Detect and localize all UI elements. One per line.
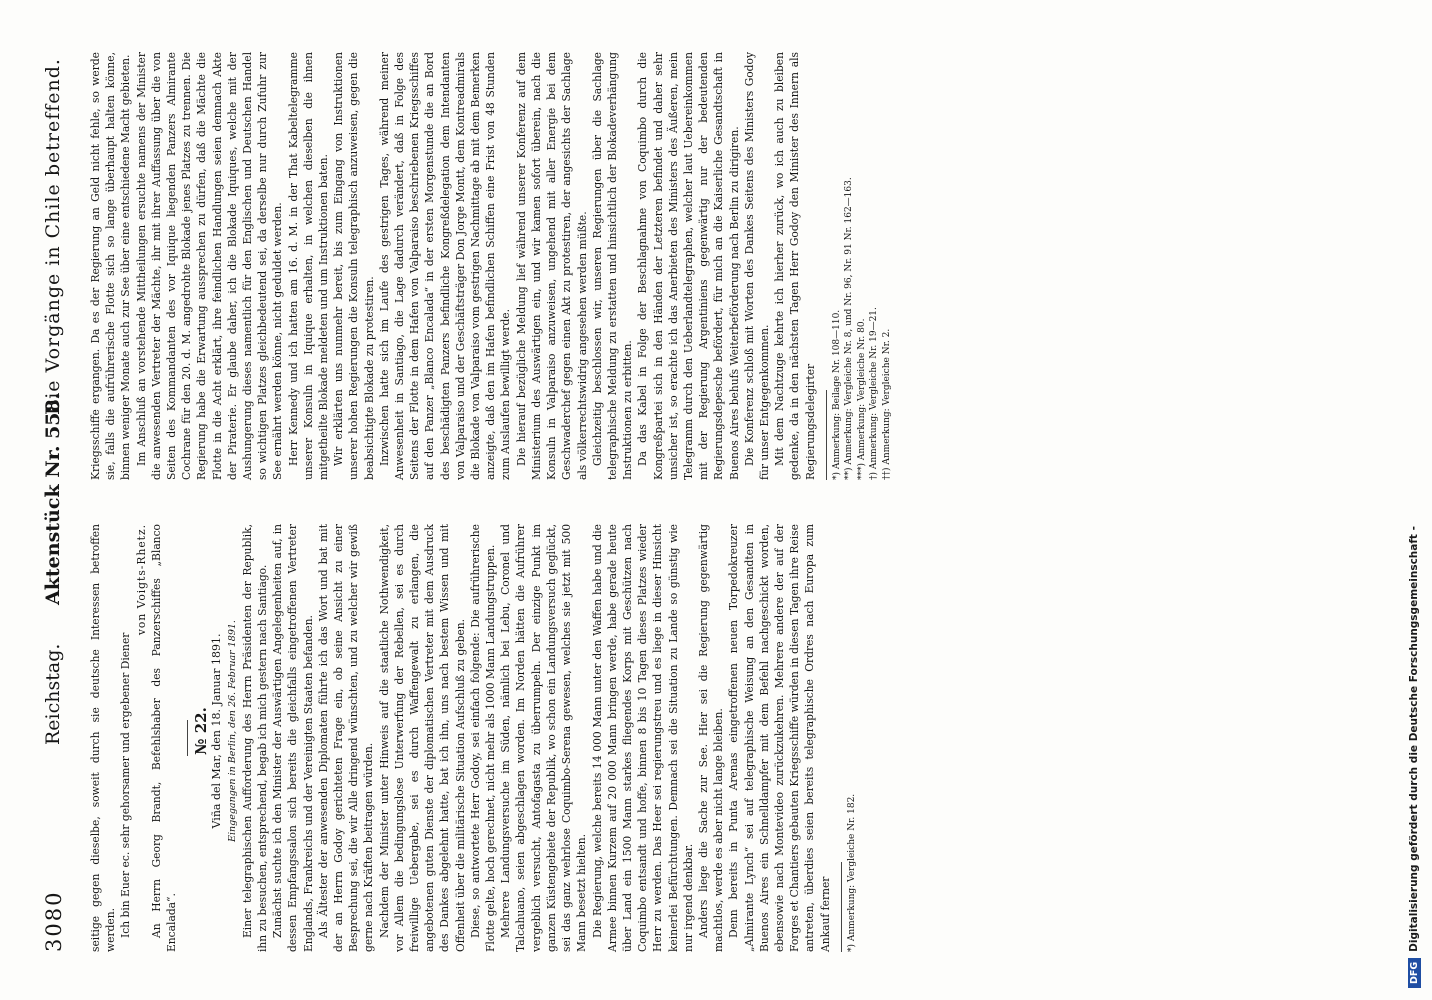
paragraph: Wir erklärten uns nunmehr bereit, bis zum Eingang von Instruktionen unserer hohen Regierungen die Konsuln telegraphisch anzuweisen, gegen die beabsichtigte Blokade zu protestiren. <box>332 52 376 480</box>
dfg-logo-badge: DFG <box>1408 958 1421 988</box>
paragraph: Die hierauf bezügliche Meldung lief während unserer Konferenz auf dem Ministerium des Auswärtigen ein, und wir kamen sofort überein, nach die Konsuln in Valparaiso anzuweisen, ungehend mit aller Energie bei dem Geschwaderchef gegen einen Akt zu protestiren, der angesichts der Sachlage als völkerrechtswidrig angesehen werden müßte. <box>514 52 589 480</box>
paragraph: Als Ältester der anwesenden Diplomaten führte ich das Wort und bat mit der an Herrn Godoy gerichteten Frage ein, ob seine Ansicht zu einer Besprechung sei, die wir Alle dringend wünschten, und zu welcher wir gewiß gerne nach Kräften beitragen würden. <box>316 524 376 952</box>
watermark-text: Digitalisierung gefördert durch die Deutsche Forschungsgemeinschaft - <box>1408 526 1420 952</box>
paragraph: Inzwischen hatte sich im Laufe des gestrigen Tages, während meiner Anwesenheit in Santiago, die Lage dadurch verändert, daß in Folge des Seitens der Flotte in dem Hafen von Valparaiso beschriebenen Kriegsschiffes auf den Panzer „Blanco Encalada“ in der ersten Morgenstunde die an Bord des beschädigten Panzers befindliche Kongreßdelegation dem Intendanten von Valparaiso und der Geschäftsträger Don Jorge Montt, dem Kontreadmirals die Blokade von Valparaiso vom gestrigen Nachmittage ab mit dem Bemerken anzeigte, daß den im Hafen befindlichen Schiffen eine Frist von 48 Stunden zum Auslaufen bewilligt werde. <box>377 52 513 480</box>
paragraph: Ich bin Euer ec. sehr gehorsamer und ergebener Diener <box>119 632 133 938</box>
paragraph: Zunächst suchte ich den Minister der Auswärtigen Angelegenheiten auf, in dessen Empfangssalon sich bereits die gleichfalls eingetroffenen Vertreter Englands, Frankreichs und der Vereinigten Staaten befanden. <box>271 524 315 952</box>
paragraph: Gleichzeitig beschlossen wir, unseren Regierungen über die Sachlage telegraphische Meldung zu erstatten und hinsichtlich der Blokadeverhängung Instruktionen zu erbitten. <box>590 52 635 480</box>
paragraph: Die Konferenz schloß mit Worten des Dankes Seitens des Ministers Godoy für unser Entgegenkommen. <box>742 52 771 480</box>
paragraph: Mit dem Nachtzuge kehrte ich hierher zurück, wo ich auch zu bleiben gedenke, da in den nächsten Tagen Herr Godoy den Minister des Innern als Regierungsdelegirter <box>773 52 817 480</box>
page-header <box>36 0 80 1000</box>
paragraph: Anders liege die Sache zur See. Hier sei die Regierung gegenwärtig machtlos, werde es aber nicht lange bleiben. <box>696 524 726 952</box>
signature: von Voigts-Rhetz. <box>134 524 148 636</box>
paragraph: Herr Kennedy und ich hatten am 16. d. M. in der That Kabeltelegramme unserer Konsuln in Iquique erhalten, in welchen dieselben die ihnen mitgetheilte Blokade meldeten und um Instruktionen baten. <box>286 52 331 480</box>
footnote: ††) Anmerkung: Vergleiche Nr. 2. <box>881 328 892 480</box>
received-note: Eingegangen in Berlin, den 26. Februar 1891. <box>226 620 238 842</box>
footnote: *) Anmerkung: Beilage Nr. 108—110. <box>831 309 842 480</box>
paragraph: Mehrere Landungsversuche im Süden, nämlich bei Lebu, Coronel und Talcahuano, seien abgeschlagen worden. Im Norden hätten die Aufrührer vergeblich versucht, Antofagasta zu überrumpeln. Der einzige Punkt im ganzen Küstengebiete der Republik, wo schon ein Landungsversuch geglückt, sei das ganz wehrlose Coquimbo-Serena gewesen, welches sie jetzt mit 500 Mann besetzt hielten. <box>499 524 589 952</box>
paragraph: Einer telegraphischen Aufforderung des Herrn Präsidenten der Republik, ihn zu besuchen, entsprechend, begab ich mich gestern nach Santiago. <box>240 524 270 952</box>
document-number: Aktenstück Nr. 558. <box>42 392 64 605</box>
paragraph: Nachdem der Minister unter Hinweis auf die staatliche Nothwendigkeit, vor Allem die bedingungslose Unterwerfung der Rebellen, sei es durch freiwillige Uebergabe, sei es durch Waffengewalt zu erlangen, die angebotenen guten Dienste der diplomatischen Vertreter mit dem Ausdruck des Dankes abgelehnt hatte, bat ich ihn, uns nach bestem Wissen und mit Offenheit über die militärische Situation Aufschluß zu geben. <box>377 524 467 952</box>
publication-title: Reichstag. <box>42 643 64 745</box>
page-number: 3080 <box>42 890 66 952</box>
paragraph: seitige gegen dieselbe, soweit durch sie deutsche Interessen betroffen werden. <box>89 524 118 952</box>
funding-watermark <box>1408 0 1430 988</box>
divider <box>187 720 188 756</box>
footnote-rule <box>826 390 827 480</box>
right-column <box>88 52 893 480</box>
paragraph: Kriegsschiffe ergangen. Da es der Regierung an Geld nicht fehle, so werde sie, falls die aufrührerische Flotte sich so lange überhaupt halten könne, binnen weniger Monate auch zur See über eine entschiedene Macht gebieten. <box>89 52 133 480</box>
addressee: An Herrn Georg Brandt, Befehlshaber des Panzerschiffes „Blanco Encalada“. <box>149 524 179 952</box>
running-topic: Die Vorgänge in Chile betreffend. <box>42 58 64 415</box>
section-number: № 22. <box>192 707 211 755</box>
paragraph: Diese, so antwortete Herr Godoy, sei einfach folgende: Die aufrührerische Flotte gelte, hoch gerechnet, nicht mehr als 1000 Mann Landungstruppen. <box>468 524 498 952</box>
place-date: Viña del Mar, den 18. Januar 1891. <box>210 633 224 829</box>
footnote: **) Anmerkung: Vergleiche Nr. 8, und Nr. 96, Nr. 91 Nr. 162—163. <box>844 177 855 480</box>
paragraph: Im Anschluß an vorstehende Mittheilungen ersuchte namens der Minister die anwesenden Vertreter der Mächte, ihr mit ihrer Auffassung über die von Seiten des Kommandanten des vor Iquique liegenden Panzers Almirante Cochrane für den 20. d. M. angedrohte Blokade jenes Platzes zu trennen. Die Regierung habe die Erwartung aussprechen zu dürfen, daß die Mächte die Flotte in die Acht erklärt, ihre feindlichen Handlungen seien demnach Akte der Piraterie. Er glaube daher, ich die Blokade Iquiques, welche mit der Aushungerung dieses namentlich für den Englischen und Deutschen Handel so wichtigen Platzes gleichbedeutend sei, da derselbe nur durch Zufuhr zur See ernährt werden könne, nicht geduldet werden. <box>134 52 285 480</box>
paragraph: Die Regierung, welche bereits 14 000 Mann unter den Waffen habe und die Armee binnen Kurzem auf 20 000 Mann bringen werde, habe gerade heute über Land ein 1500 Mann starkes fliegendes Korps mit Geschützen nach Coquimbo entsandt und hoffe, binnen 8 bis 10 Tagen dieses Platzes wieder Herr zu werden. Das Heer sei regierungstreu und es liege in dieser Hinsicht keinerlei Befürchtungen. Demnach sei die Situation zu Lande so günstig wie nur irgend denkbar. <box>590 524 695 952</box>
footnote: †) Anmerkung: Vergleiche Nr. 19—21. <box>869 307 880 480</box>
left-column <box>88 524 858 952</box>
footnote: ***) Anmerkung: Vergleiche Nr. 80. <box>856 318 867 480</box>
footnote: *) Anmerkung: Vergleiche Nr. 182. <box>846 793 857 952</box>
footnote-rule <box>841 862 842 952</box>
paragraph: Denn bereits in Punta Arenas eingetroffenen neuen Torpedokreuzer „Almirante Lynch“ sei auf telegraphische Weisung an den Gesandten in Buenos Aires ein Schnelldampfer mit dem Befehl nachgeschickt worden, ebensowie nach Montevideo zurückzukehren. Mehrere andere der auf der Forges et Chantiers gebauten Kriegsschiffe würden in diesen Tagen ihre Reise antreten, überdies seien bereits telegraphische Ordres nach Europa zum Ankauf ferner <box>727 524 832 952</box>
paragraph: Da das Kabel in Folge der Beschlagnahme von Coquimbo durch die Kongreßpartei sich in den Händen der Letzteren befindet und daher sehr unsicher ist, so erachte ich das Anerbieten des Ministers des Äußeren, mein Telegramm durch den Ueberlandtelegraphen, welcher laut Uebereinkommen mit der Regierung Argentiniens gegenwärtig nur der bedeutenden Regierungsdepesche befördert, für mich an die Kaiserliche Gesandtschaft in Buenos Aires behufs Weiterbeförderung nach Berlin zu dirigiren. <box>636 52 741 480</box>
